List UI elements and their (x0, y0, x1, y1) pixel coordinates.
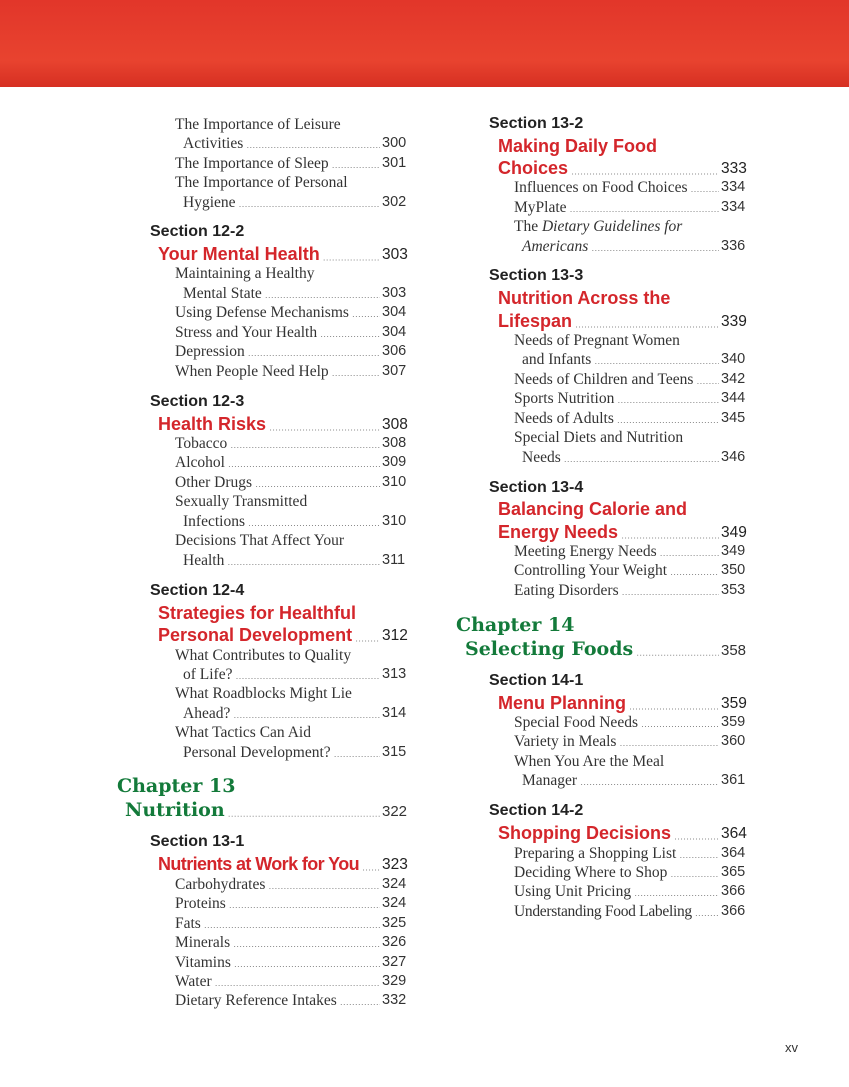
toc-entry[interactable]: Activities (183, 135, 244, 152)
toc-entry[interactable]: Mental State (183, 285, 262, 302)
page-ref: 303 (382, 246, 408, 263)
toc-entry[interactable]: Sports Nutrition (514, 390, 615, 407)
page-ref: 323 (382, 856, 408, 873)
section-title[interactable]: Strategies for Healthful (158, 603, 357, 623)
toc-entry[interactable]: Personal Development? (183, 744, 331, 761)
toc-entry[interactable]: of Life? (183, 666, 233, 683)
toc-entry[interactable]: What Tactics Can Aid (175, 724, 311, 741)
chapter-label: Chapter 13 (117, 775, 236, 797)
toc-entry[interactable]: Deciding Where to Shop (514, 864, 668, 881)
section-title[interactable]: Shopping Decisions (498, 823, 672, 843)
page-ref: 308 (382, 435, 407, 451)
toc-entry[interactable]: Alcohol (175, 454, 225, 471)
toc-entry[interactable]: Preparing a Shopping List (514, 845, 677, 862)
section-label: Section 12-2 (150, 223, 245, 240)
page-ref: 346 (721, 449, 746, 465)
section-title[interactable]: Energy Needs (498, 522, 619, 542)
page-ref: 306 (382, 343, 407, 359)
page-ref: 342 (721, 371, 746, 387)
toc-entry[interactable]: MyPlate (514, 199, 567, 216)
chapter-label: Chapter 14 (456, 614, 575, 636)
page-ref: 364 (721, 845, 746, 861)
page-ref: 309 (382, 454, 407, 470)
toc-entry[interactable]: Sexually Transmitted (175, 493, 308, 510)
header-banner (0, 0, 849, 87)
toc-entry[interactable]: The Dietary Guidelines for (514, 218, 683, 235)
page-ref: 361 (721, 772, 746, 788)
page-ref: 307 (382, 363, 407, 379)
page-ref: 336 (721, 238, 746, 254)
toc-entry[interactable]: Understanding Food Labeling (514, 903, 692, 920)
page-ref: 311 (382, 552, 406, 568)
page-ref: 353 (721, 582, 746, 598)
page-ref: 313 (382, 666, 407, 682)
section-label: Section 12-4 (150, 582, 245, 599)
toc-entry[interactable]: Dietary Reference Intakes (175, 992, 337, 1009)
toc-entry[interactable]: Minerals (175, 934, 231, 951)
page-ref: 304 (382, 304, 407, 320)
toc-entry[interactable]: Maintaining a Healthy (175, 265, 315, 282)
page-ref: 339 (721, 313, 747, 330)
chapter-title[interactable]: Nutrition (125, 799, 225, 821)
page-ref: 324 (382, 895, 407, 911)
page-ref: 349 (721, 524, 747, 541)
toc-entry[interactable]: Needs (522, 449, 561, 466)
toc-entry[interactable]: The Importance of Sleep (175, 155, 329, 172)
toc-entry[interactable]: What Contributes to Quality (175, 647, 352, 664)
toc-entry[interactable]: Health (183, 552, 225, 569)
page-ref: 310 (382, 513, 407, 529)
page-ref: 303 (382, 285, 407, 301)
toc-entry[interactable]: What Roadblocks Might Lie (175, 685, 352, 702)
page-ref: 340 (721, 351, 746, 367)
section-label: Section 13-2 (489, 115, 584, 132)
section-title[interactable]: Nutrients at Work for You (158, 854, 360, 874)
toc-entry[interactable]: Fats (175, 915, 201, 932)
toc-entry[interactable]: Carbohydrates (175, 876, 266, 893)
page-ref: 345 (721, 410, 746, 426)
section-title[interactable]: Personal Development (158, 625, 353, 645)
toc-entry[interactable]: Decisions That Affect Your (175, 532, 345, 549)
page-ref: 304 (382, 324, 407, 340)
toc-entry[interactable]: Using Defense Mechanisms (175, 304, 349, 321)
page-ref: 300 (382, 135, 407, 151)
section-title[interactable]: Menu Planning (498, 693, 626, 713)
page-ref: 326 (382, 934, 407, 950)
toc-entry[interactable]: Vitamins (175, 954, 231, 971)
page-ref: 324 (382, 876, 407, 892)
page-ref: 366 (721, 903, 746, 919)
toc-entry[interactable]: Tobacco (175, 435, 228, 452)
toc-entry[interactable]: Americans (522, 238, 589, 255)
toc-entry[interactable]: Meeting Energy Needs (514, 543, 657, 560)
toc-entry[interactable]: Proteins (175, 895, 226, 912)
section-title[interactable]: Choices (498, 158, 569, 178)
page-ref: 314 (382, 705, 407, 721)
page-ref: 359 (721, 695, 747, 712)
section-title[interactable]: Balancing Calorie and (498, 499, 688, 519)
toc-entry[interactable]: Variety in Meals (514, 733, 617, 750)
toc-entry[interactable]: Hygiene (183, 194, 236, 211)
toc-entry[interactable]: Controlling Your Weight (514, 562, 668, 579)
page-ref: 327 (382, 954, 407, 970)
page-ref: 365 (721, 864, 746, 880)
section-title[interactable]: Making Daily Food (498, 136, 658, 156)
section-title[interactable]: Lifespan (498, 311, 573, 331)
page-ref: 364 (721, 825, 747, 842)
toc-entry[interactable]: Needs of Children and Teens (514, 371, 694, 388)
page-ref: 366 (721, 883, 746, 899)
page-ref: 302 (382, 194, 407, 210)
page-ref: 350 (721, 562, 746, 578)
page-ref: 349 (721, 543, 746, 559)
toc-entry[interactable]: Infections (183, 513, 245, 530)
page-ref: 344 (721, 390, 746, 406)
section-title[interactable]: Your Mental Health (158, 244, 320, 264)
page-ref: 308 (382, 416, 408, 433)
toc-entry[interactable]: Water (175, 973, 212, 990)
chapter-title[interactable]: Selecting Foods (465, 638, 634, 660)
section-label: Section 13-1 (150, 833, 245, 850)
toc-entry[interactable]: Influences on Food Choices (514, 179, 688, 196)
section-title[interactable]: Nutrition Across the (498, 288, 671, 308)
toc-entry[interactable]: The Importance of Personal (175, 174, 348, 191)
section-label: Section 12-3 (150, 393, 245, 410)
page-ref: 315 (382, 744, 407, 760)
page-ref: 301 (382, 155, 407, 171)
page-number: xv (785, 1040, 798, 1055)
page-ref: 332 (382, 992, 407, 1008)
toc-entry[interactable]: Eating Disorders (514, 582, 619, 599)
section-label: Section 14-2 (489, 802, 584, 819)
page-ref: 329 (382, 973, 407, 989)
section-label: Section 14-1 (489, 672, 584, 689)
toc-entry[interactable]: Needs of Pregnant Women (514, 332, 680, 349)
section-label: Section 13-3 (489, 267, 584, 284)
toc-entry[interactable]: The Importance of Leisure (175, 116, 341, 133)
toc-entry[interactable]: When You Are the Meal (514, 753, 665, 770)
section-title[interactable]: Health Risks (158, 414, 267, 434)
page-ref: 334 (721, 199, 746, 215)
toc-entry[interactable]: Using Unit Pricing (514, 883, 632, 900)
toc-entry[interactable]: Depression (175, 343, 245, 360)
page-ref: 312 (382, 627, 408, 644)
toc-entry[interactable]: Manager (522, 772, 578, 789)
toc-entry[interactable]: Ahead? (183, 705, 231, 722)
page-ref: 334 (721, 179, 746, 195)
toc-entry[interactable]: Stress and Your Health (175, 324, 318, 341)
page-ref: 358 (721, 642, 747, 659)
page-ref: 325 (382, 915, 407, 931)
page-ref: 322 (382, 803, 408, 820)
page-ref: 360 (721, 733, 746, 749)
toc-entry[interactable]: Special Food Needs (514, 714, 638, 731)
page-ref: 310 (382, 474, 407, 490)
toc-entry[interactable]: When People Need Help (175, 363, 329, 380)
section-label: Section 13-4 (489, 479, 584, 496)
page-ref: 359 (721, 714, 746, 730)
toc-entry[interactable]: Needs of Adults (514, 410, 614, 427)
toc-entry[interactable]: Special Diets and Nutrition (514, 429, 684, 446)
toc-entry[interactable]: Other Drugs (175, 474, 253, 491)
toc-entry[interactable]: and Infants (522, 351, 592, 368)
page-ref: 333 (721, 160, 747, 177)
